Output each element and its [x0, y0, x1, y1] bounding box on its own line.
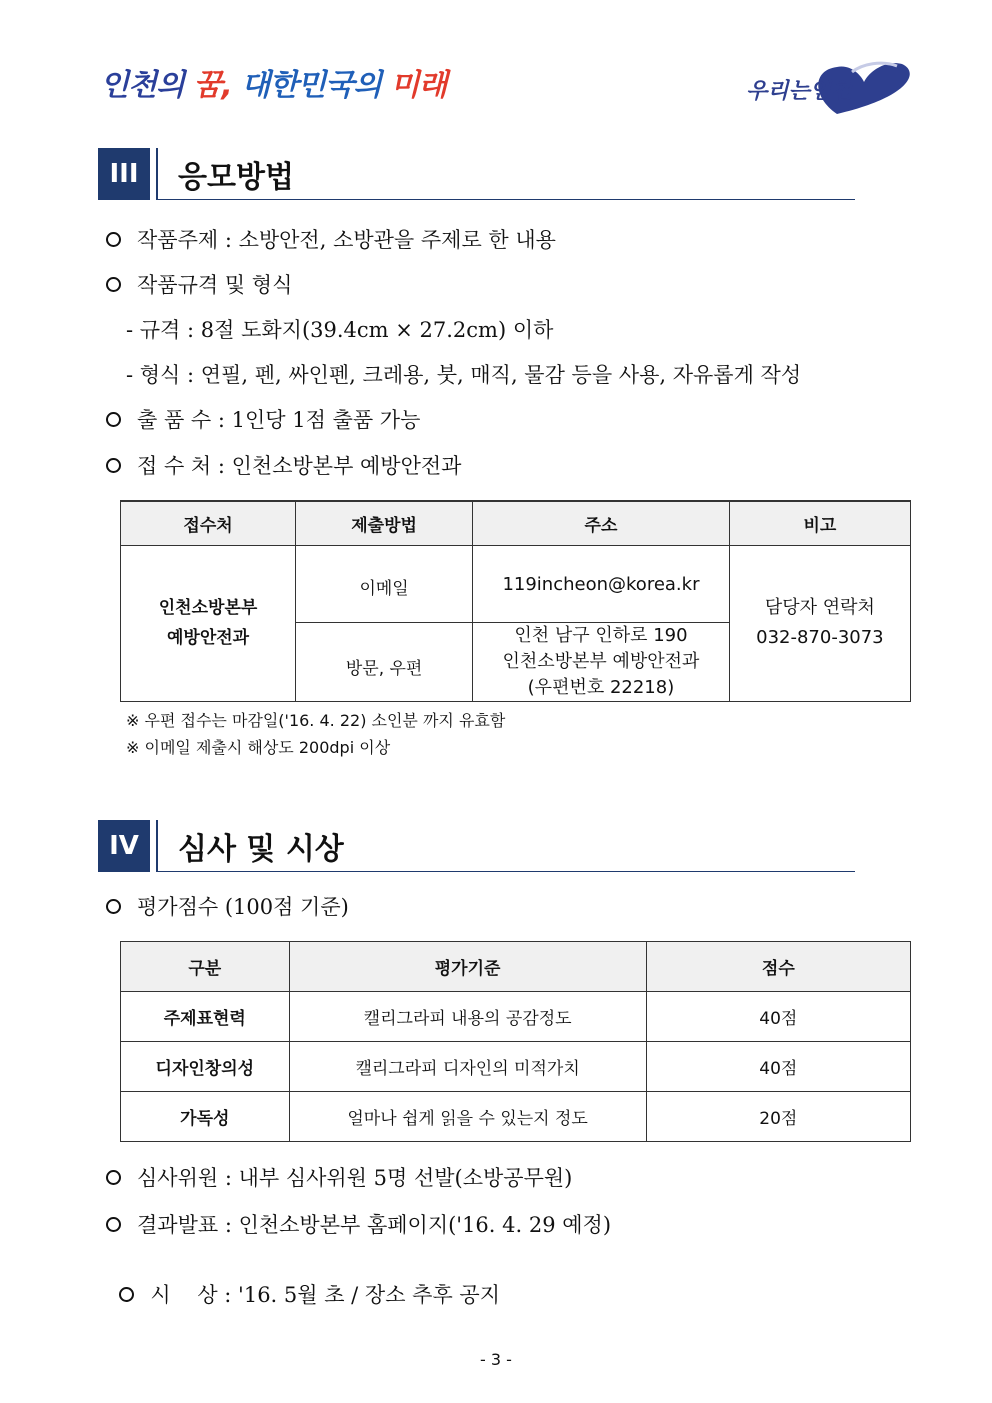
section-4-number: IV: [98, 820, 150, 872]
table-row: 가독성 얼마나 쉽게 읽을 수 있는지 정도 20점: [121, 1092, 911, 1142]
circle-bullet-icon: [106, 277, 121, 292]
table-header: 구분: [121, 942, 290, 992]
table-header: 제출방법: [296, 501, 473, 545]
circle-bullet-icon: [106, 412, 121, 427]
method-email: 이메일: [296, 545, 473, 622]
circle-bullet-icon: [106, 1170, 121, 1185]
section-3-header: [98, 148, 855, 200]
sub-item-size: - 규격 : 8절 도화지(39.4cm × 27.2cm) 이하: [126, 318, 554, 342]
table-row: 주제표현력 캘리그라피 내용의 공감정도 40점: [121, 992, 911, 1042]
circle-bullet-icon: [106, 458, 121, 473]
sub-item-format: - 형식 : 연필, 펜, 싸인펜, 크레용, 붓, 매직, 물감 등을 사용, 자유롭게 작성: [126, 363, 802, 387]
contact-cell: 담당자 연락처 032-870-3073: [729, 545, 910, 701]
section-3-number: III: [98, 148, 150, 200]
note-postal: ※ 우편 접수는 마감일('16. 4. 22) 소인분 까지 유효함: [126, 711, 506, 730]
list-item: 작품주제 : 소방안전, 소방관을 주제로 한 내용: [106, 224, 556, 254]
table-header: 접수처: [121, 501, 296, 545]
table-row: 디자인창의성 캘리그라피 디자인의 미적가치 40점: [121, 1042, 911, 1092]
method-visit: 방문, 우편: [296, 622, 473, 701]
circle-bullet-icon: [106, 899, 121, 914]
table-header: 점수: [646, 942, 910, 992]
table-header: 주소: [473, 501, 730, 545]
table-header: 평가기준: [289, 942, 646, 992]
circle-bullet-icon: [106, 232, 121, 247]
email-address: 119incheon@korea.kr: [473, 545, 730, 622]
list-item: 평가점수 (100점 기준): [106, 891, 349, 921]
list-item: 시 상 : '16. 5월 초 / 장소 추후 공지: [106, 1255, 500, 1309]
section-3-title: 응모방법: [178, 160, 294, 195]
list-item: 작품규격 및 형식: [106, 269, 292, 299]
postal-address: 인천 남구 인하로 190 인천소방본부 예방안전과 (우편번호 22218): [473, 622, 730, 701]
org-cell: 인천소방본부 예방안전과: [121, 545, 296, 701]
note-email: ※ 이메일 제출시 해상도 200dpi 이상: [126, 738, 391, 757]
circle-bullet-icon: [106, 1217, 121, 1232]
section-4-title: 심사 및 시상: [178, 832, 344, 867]
table-header: 비고: [729, 501, 910, 545]
list-item: 결과발표 : 인천소방본부 홈페이지('16. 4. 29 예정): [106, 1209, 611, 1239]
section-4-header: [98, 820, 855, 872]
uri-incheon-logo: 우리는인천: [742, 52, 922, 122]
scoring-table: [120, 941, 911, 1142]
submission-table: [120, 500, 911, 702]
list-item: 심사위원 : 내부 심사위원 5명 선발(소방공무원): [106, 1162, 572, 1192]
circle-bullet-icon: [119, 1287, 134, 1302]
incheon-slogan-logo: 인천의 꿈, 대한민국의 미래: [100, 68, 447, 103]
list-item: 접 수 처 : 인천소방본부 예방안전과: [106, 450, 461, 480]
list-item: 출 품 수 : 1인당 1점 출품 가능: [106, 404, 420, 434]
page-number: - 3 -: [480, 1350, 512, 1369]
